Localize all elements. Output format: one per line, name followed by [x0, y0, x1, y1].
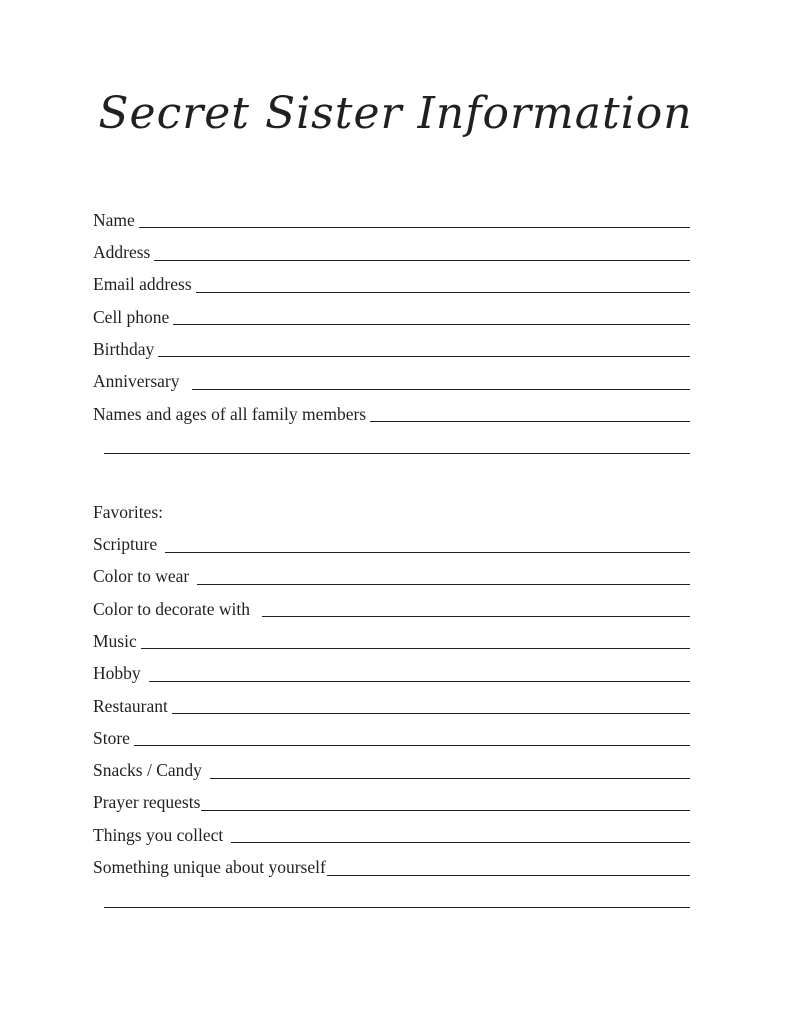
field-row-cell-phone — [93, 297, 690, 329]
snacks-candy-blank-line[interactable] — [210, 778, 690, 779]
color-to-decorate-blank-line[interactable] — [262, 616, 690, 617]
field-row-store — [93, 718, 690, 750]
birthday-blank-line[interactable] — [158, 356, 690, 357]
field-row-color-to-wear — [93, 557, 690, 589]
field-label-store: Store — [93, 727, 130, 748]
field-label-anniversary: Anniversary — [93, 371, 180, 392]
field-label-color-to-decorate: Color to decorate with — [93, 598, 250, 619]
favorites-heading: Favorites: — [93, 501, 163, 522]
field-label-address: Address — [93, 242, 151, 263]
field-label-scripture: Scripture — [93, 534, 158, 555]
field-row-birthday — [93, 329, 690, 361]
field-row-email — [93, 265, 690, 297]
color-to-wear-blank-line[interactable] — [197, 584, 690, 585]
favorites-section — [93, 492, 690, 912]
music-blank-line[interactable] — [141, 648, 690, 649]
field-row-color-to-decorate — [93, 589, 690, 621]
name-blank-line[interactable] — [139, 227, 690, 228]
scripture-blank-line[interactable] — [165, 552, 690, 553]
field-label-birthday: Birthday — [93, 338, 155, 359]
family-members-extra-blank-line[interactable] — [104, 453, 690, 454]
field-row-something-unique-continued — [93, 880, 690, 912]
family-members-blank-line[interactable] — [370, 421, 690, 422]
field-label-family-members: Names and ages of all family members — [93, 403, 367, 424]
address-blank-line[interactable] — [154, 260, 690, 261]
field-row-hobby — [93, 653, 690, 685]
field-label-prayer-requests: Prayer requests — [93, 792, 201, 813]
field-label-something-unique: Something unique about yourself — [93, 857, 326, 878]
field-label-restaurant: Restaurant — [93, 695, 168, 716]
favorites-heading-row — [93, 492, 690, 524]
anniversary-blank-line[interactable] — [192, 389, 690, 390]
field-label-hobby: Hobby — [93, 663, 141, 684]
hobby-blank-line[interactable] — [149, 681, 690, 682]
field-row-restaurant — [93, 686, 690, 718]
things-you-collect-blank-line[interactable] — [231, 842, 690, 843]
field-row-anniversary — [93, 361, 690, 393]
personal-info-section — [93, 200, 690, 458]
field-row-prayer-requests — [93, 783, 690, 815]
field-label-cell-phone: Cell phone — [93, 306, 170, 327]
field-row-address — [93, 232, 690, 264]
field-label-color-to-wear: Color to wear — [93, 566, 190, 587]
field-row-something-unique — [93, 847, 690, 879]
page-title: Secret Sister Information — [98, 88, 693, 139]
prayer-requests-blank-line[interactable] — [201, 810, 690, 811]
restaurant-blank-line[interactable] — [172, 713, 690, 714]
email-blank-line[interactable] — [196, 292, 690, 293]
store-blank-line[interactable] — [134, 745, 690, 746]
field-row-name — [93, 200, 690, 232]
field-label-email: Email address — [93, 274, 192, 295]
field-label-music: Music — [93, 630, 137, 651]
field-label-name: Name — [93, 209, 135, 230]
something-unique-extra-blank-line[interactable] — [104, 907, 690, 908]
field-row-snacks-candy — [93, 750, 690, 782]
field-row-scripture — [93, 524, 690, 556]
something-unique-blank-line[interactable] — [327, 875, 690, 876]
cell-phone-blank-line[interactable] — [173, 324, 690, 325]
field-row-music — [93, 621, 690, 653]
field-row-things-you-collect — [93, 815, 690, 847]
field-label-snacks-candy: Snacks / Candy — [93, 760, 202, 781]
field-row-family-members-continued — [93, 426, 690, 458]
field-label-things-you-collect: Things you collect — [93, 824, 224, 845]
field-row-family-members — [93, 394, 690, 426]
